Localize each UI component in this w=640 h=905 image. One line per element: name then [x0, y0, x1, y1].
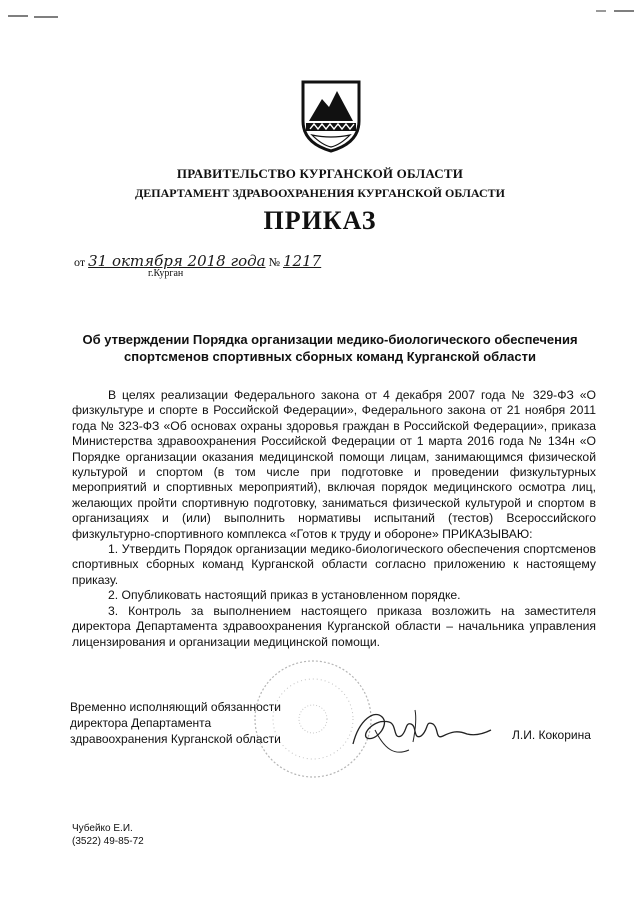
number-prefix: №: [268, 255, 281, 269]
handwritten-signature: [345, 700, 495, 760]
position-line-2: директора Департамента: [70, 716, 212, 730]
position-line-1: Временно исполняющий обязанности: [70, 700, 281, 714]
executor-info: [72, 822, 144, 848]
preamble-paragraph: В целях реализации Федерального закона от 4 декабря 2007 года № 329-ФЗ «О физкультуре и спорте в Российской Федерации», Федерального закона от 21 ноября 2011 года № 323-ФЗ «Об основах охраны здоровья граждан в Российской Федерации», приказа Министерства здравоохранения Российской Федерации от 1 марта 2016 года № 134н «О Порядке организации оказания медицинской помощи лицам, занимающимся физической культурой и спортом (в том числе при подготовке и проведении физкультурных мероприятий и спортивных мероприятий), включая порядок медицинского осмотра лиц, желающих пройти спортивную подготовку, заниматься физической культурой и спортом в организациях и (или) выполнить нормативы испытаний (тестов) Всероссийского физкультурно-спортивного комплекса «Готов к труду и обороне» ПРИКАЗЫВАЮ:: [72, 388, 596, 541]
order-date-line: [74, 252, 374, 278]
order-item-3: 3. Контроль за выполнением настоящего приказа возложить на заместителя директора Департамента здравоохранения Курганской области – начальника управления лицензирования и организации медицинской помощи.: [72, 603, 596, 649]
kurgan-coat-of-arms-icon: [300, 79, 362, 153]
order-item-1: 1. Утвердить Порядок организации медико-биологического обеспечения спортсменов спортивных сборных команд Курганской области согласно приложению к настоящему приказу.: [72, 542, 596, 587]
scan-artifact-marks: [0, 0, 640, 30]
organization-name: ПРАВИТЕЛЬСТВО КУРГАНСКОЙ ОБЛАСТИ: [176, 166, 464, 181]
order-date-handwritten: 31 октября 2018 года: [88, 252, 266, 270]
order-number-handwritten: 1217: [283, 252, 322, 270]
position-line-3: здравоохранения Курганской области: [70, 732, 281, 746]
order-item-2: 2. Опубликовать настоящий приказ в установленном порядке.: [108, 588, 461, 603]
signer-name: Л.И. Кокорина: [512, 728, 591, 742]
signatory-position: [70, 699, 310, 747]
executor-name: Чубейко Е.И.: [72, 823, 133, 834]
document-type-title: ПРИКАЗ: [263, 206, 377, 235]
date-prefix: от: [74, 255, 86, 269]
city-label: г.Курган: [148, 268, 184, 279]
subject-line-2: спортсменов спортивных сборных команд Курганской области: [124, 349, 536, 364]
executor-phone: (3522) 49-85-72: [72, 836, 144, 847]
order-subject: [80, 331, 580, 365]
subject-line-1: Об утверждении Порядка организации медико-биологического обеспечения: [82, 332, 578, 347]
order-body: [72, 388, 596, 650]
department-name: ДЕПАРТАМЕНТ ЗДРАВООХРАНЕНИЯ КУРГАНСКОЙ ОБЛАСТИ: [135, 186, 505, 200]
